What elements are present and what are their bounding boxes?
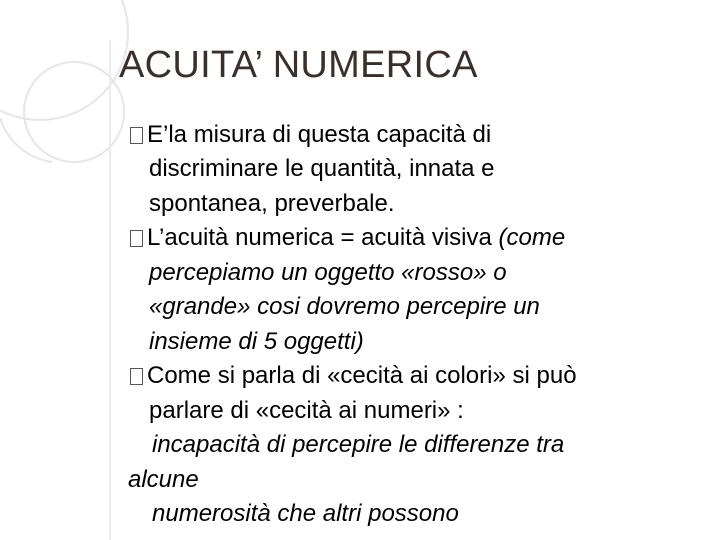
- bullet-2-line-3: «grande» cosi dovremo percepire un: [149, 293, 540, 320]
- bullet-1-text: E’la misura di questa capacità di: [147, 121, 492, 148]
- bullet-2-line-4: insieme di 5 oggetti): [149, 328, 364, 355]
- slide-title: ACUITA’ NUMERICA: [119, 44, 478, 86]
- bullet-2-line-2: percepiamo un oggetto «rosso» o: [149, 259, 507, 286]
- bullet-1-line-3: spontanea, preverbale.: [149, 190, 395, 217]
- bullet-3-line-3: incapacità di percepire le differenze tra: [152, 431, 565, 458]
- bullet-3-text: Come si parla di «cecità ai colori» si può: [147, 362, 577, 389]
- bullet-3-line-4: alcune: [128, 466, 199, 493]
- bullet-2-italic-text: (come: [498, 224, 566, 251]
- bullet-1-line-1: [130, 118, 491, 153]
- bullet-1-line-2: discriminare le quantità, innata e: [149, 155, 495, 182]
- bullet-3-line-1: [130, 359, 577, 394]
- large-ring: [0, 0, 128, 120]
- missing-glyph-icon: [130, 368, 143, 385]
- missing-glyph-icon: [130, 230, 143, 247]
- bullet-3-line-5: numerosità che altri possono: [152, 500, 459, 527]
- bullet-2-text: L’acuità numerica = acuità visiva: [147, 224, 499, 251]
- missing-glyph-icon: [130, 127, 143, 144]
- bullet-3-line-2: parlare di «cecità ai numeri» :: [149, 397, 464, 424]
- bullet-2-line-1: [130, 221, 565, 256]
